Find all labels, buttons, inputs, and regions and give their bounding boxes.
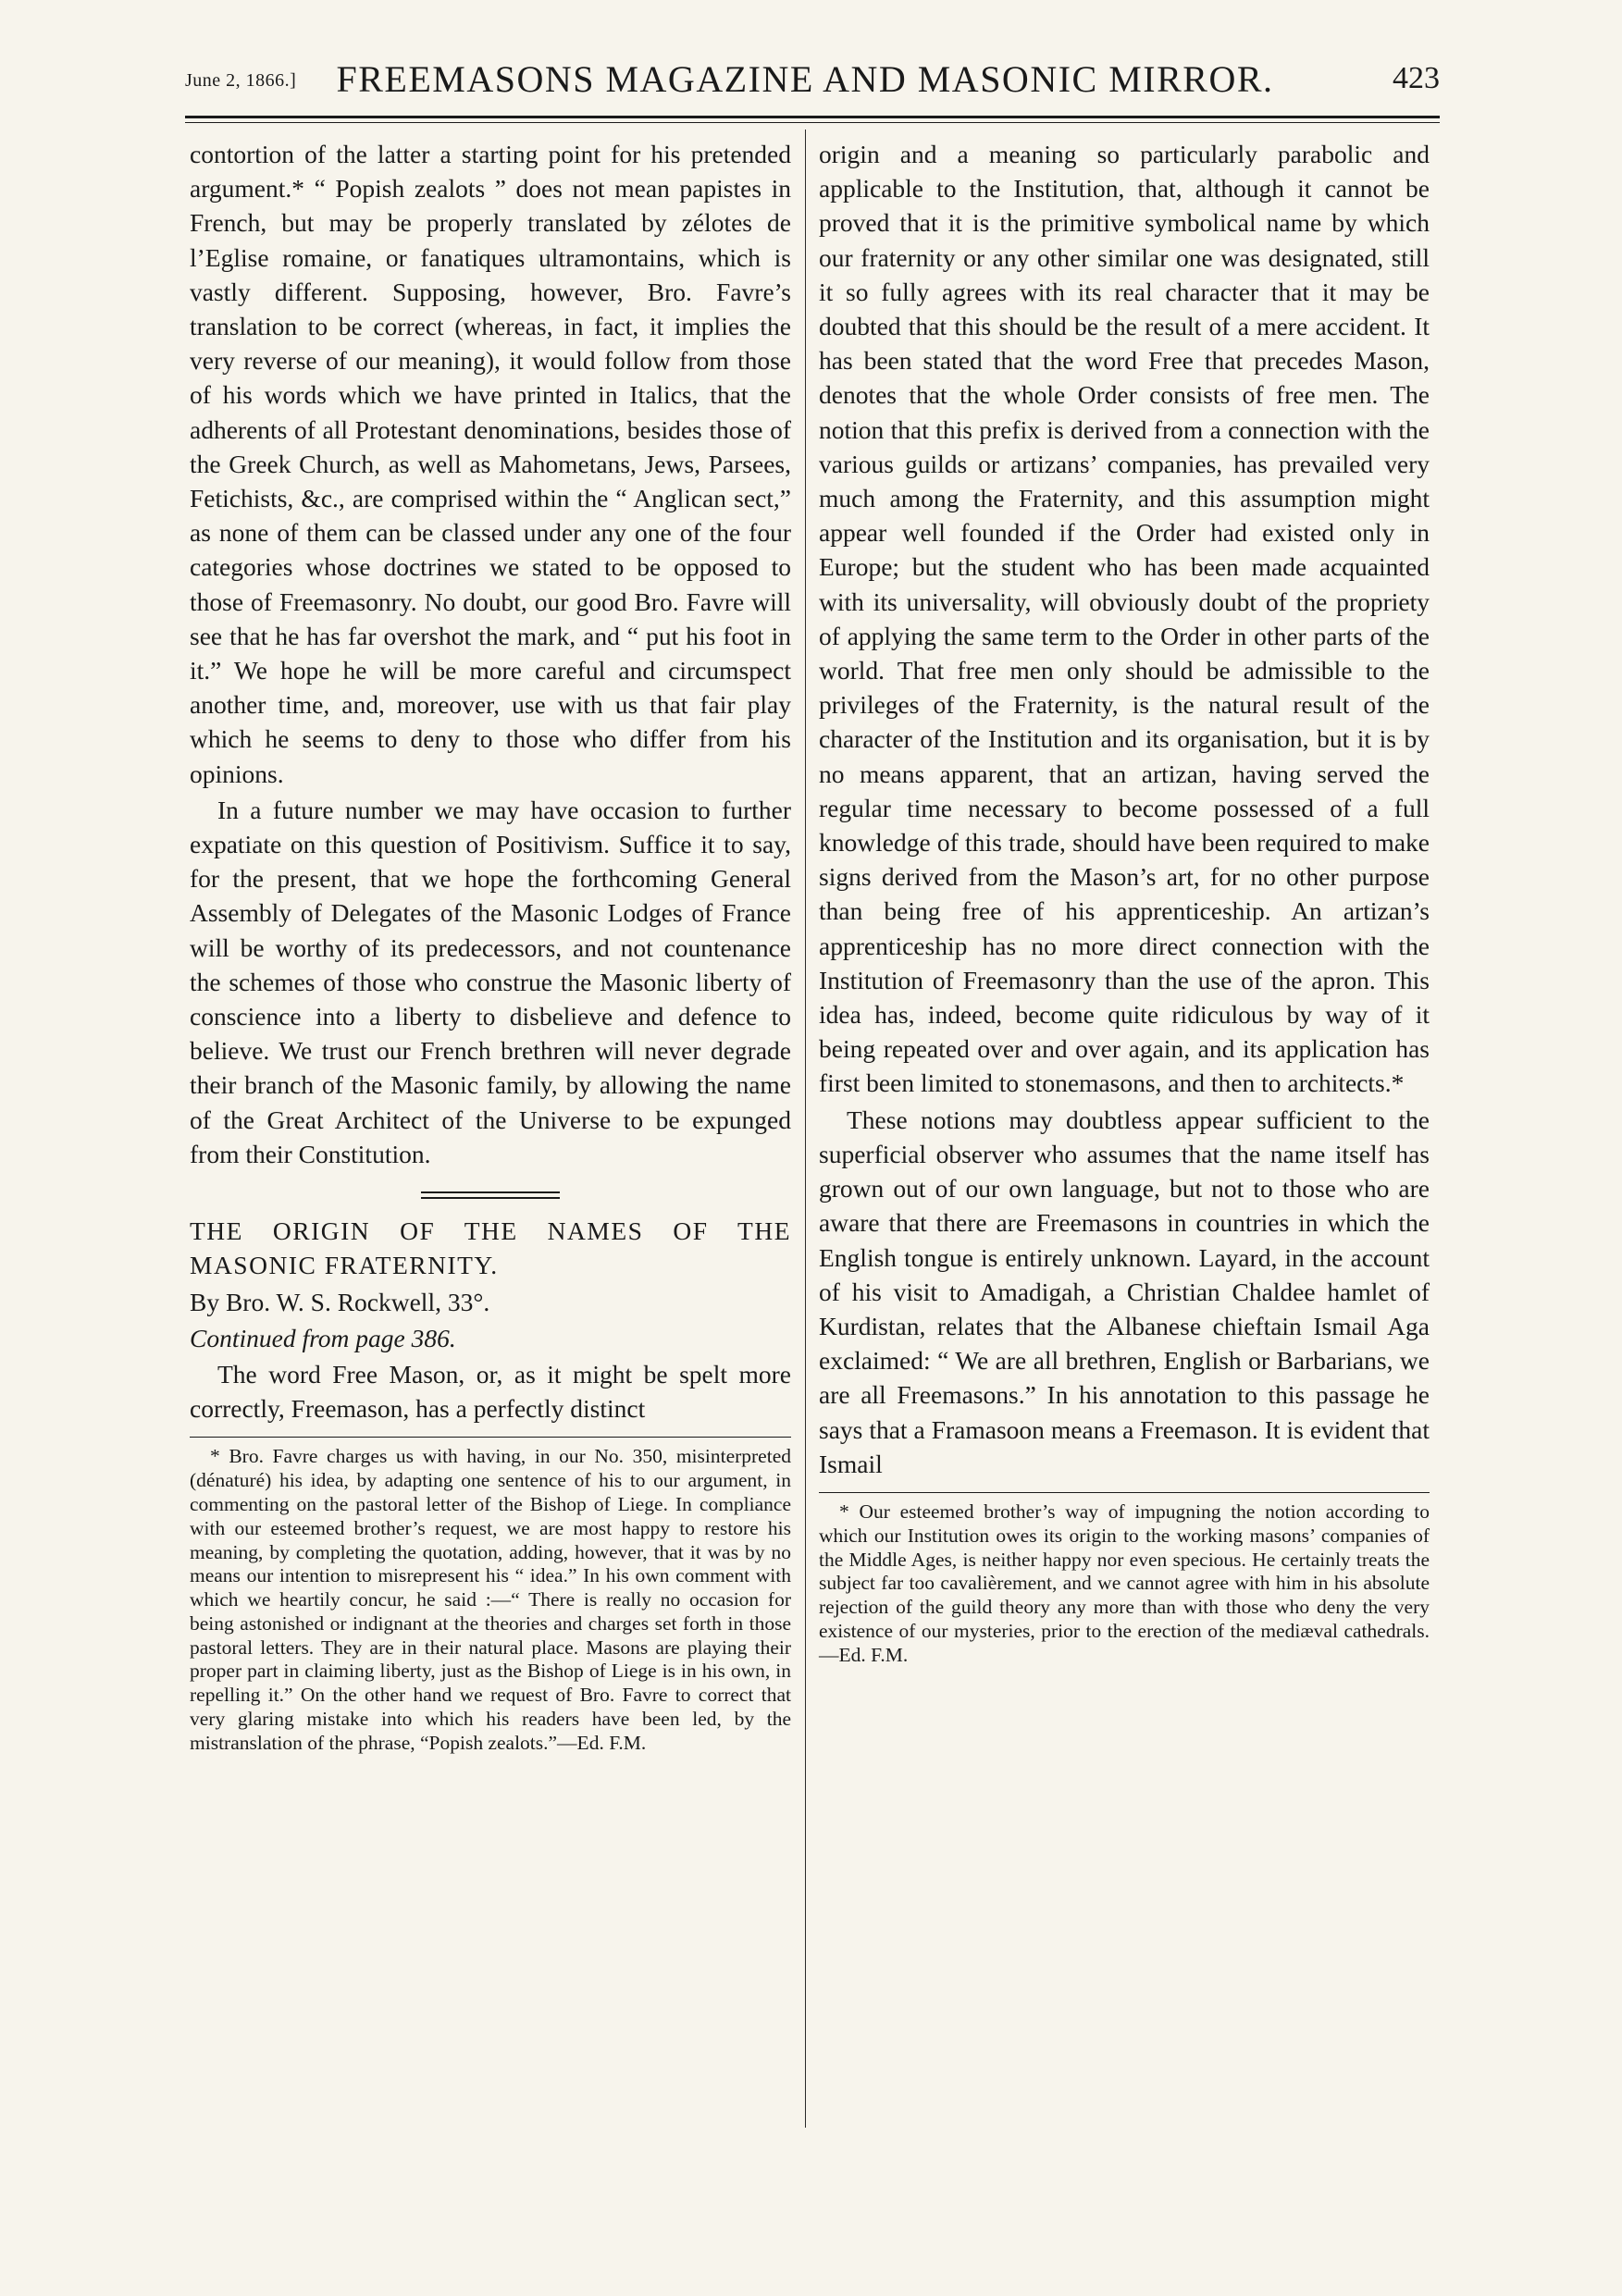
column-divider (805, 130, 806, 2128)
section-ornament-rule (421, 1191, 560, 1199)
right-column (819, 137, 1430, 1668)
header-rule-thin (185, 122, 1440, 123)
header-rule-thick (185, 116, 1440, 118)
left-paragraph-2: In a future number we may have occasion to further expatiate on this question of Positivism. Suffice it to say, for the present, that we hope the forthcoming General Assembly of Delegates of the Masonic Lodges of France will be worthy of its predecessors, and not countenance the schemes of those who construe the Masonic liberty of conscience into a liberty to disbelieve and defence to believe. We trust our French brethren will never degrade their branch of the Masonic family, by allowing the name of the Great Architect of the Universe to be expunged from their Constitution. (190, 795, 791, 1168)
footnote-rule-left (190, 1437, 791, 1438)
header-title: FREEMASONS MAGAZINE AND MASONIC MIRROR. (336, 58, 1274, 100)
footnote-left (190, 1445, 791, 1755)
article-byline: By Bro. W. S. Rockwell, 33°. (190, 1287, 490, 1316)
footnote-right (819, 1500, 1430, 1668)
footnote-right-text: * Our esteemed brother’s way of impugning the notion according to which our Institution owes its origin to the working masons’ companies of the Middle Ages, is neither happy nor even specious. He certainly treats the subject far too cavalièrement, and we cannot agree with him in his absolute rejection of the guild theory any more than with those who deny the very existence of our mysteries, prior to the erection of the mediæval cathedrals.—Ed. F.M. (819, 1500, 1430, 1666)
footnote-rule-right (819, 1492, 1430, 1493)
left-column (190, 137, 791, 1756)
article-paragraph-1: The word Free Mason, or, as it might be spelt more correctly, Freemason, has a perfectly distinct (190, 1359, 791, 1424)
right-paragraph-1: origin and a meaning so particularly parabolic and applicable to the Institution, that, although it cannot be proved that it is the primitive symbolical name by which our fraternity or any other similar one was designated, still it so fully agrees with its real character that it may be doubted that this should be the result of a mere accident. It has been stated that the word Free that precedes Mason, denotes that the whole Order consists of free men. The notion that this prefix is derived from a connection with the various guilds or artizans’ companies, has prevailed very much among the Fraternity, and this assumption might appear well founded if the Order had existed only in Europe; but the student who has been made acquainted with its universality, will obviously doubt of the propriety of applying the same term to the Order in other parts of the world. That free men only should be admissible to the privileges of the Fraternity, is the natural result of the character of the Institution and its organisation, but it is by no means apparent, that an artizan, having served the regular time necessary to become possessed of a full knowledge of this trade, should have been required to make signs derived from the Mason’s art, for no other purpose than being free of his apprenticeship. An artizan’s apprenticeship has no more direct connection with the Institution of Freemasonry than the use of the apron. This idea has, indeed, become quite ridiculous by way of it being repeated over and over again, and its application has first been limited to stonemasons, and then to architects.* (819, 140, 1430, 1098)
page-number: 423 (1393, 61, 1440, 95)
page-header (185, 57, 1440, 113)
article-title: THE ORIGIN OF THE NAMES OF THE MASONIC FRATERNITY. (190, 1216, 791, 1280)
header-date: June 2, 1866.] (185, 70, 297, 91)
right-paragraph-2: These notions may doubtless appear sufficient to the superficial observer who assumes that the name itself has grown out of our own language, but not to those who are aware that there are Freemasons in countries in which the English tongue is entirely unknown. Layard, in the account of his visit to Amadigah, a Christian Chaldee hamlet of Kurdistan, relates that the Albanese chieftain Ismail Aga exclaimed: “ We are all brethren, English or Barbarians, we are all Freemasons.” In his annotation to this passage he says that a Framasoon means a Freemason. It is evident that Ismail (819, 1105, 1430, 1478)
left-paragraph-1: contortion of the latter a starting point for his pretended argument.* “ Popish zealots ” does not mean papistes in French, but may be properly translated by zélotes de l’Eglise romaine, or fanatiques ultramontains, which is vastly different. Supposing, however, Bro. Favre’s translation to be correct (whereas, in fact, it implies the very reverse of our meaning), it would follow from those of his words which we have printed in Italics, that the adherents of all Protestant denominations, besides those of the Greek Church, as well as Mahometans, Jews, Parsees, Fetichists, &c., are comprised within the “ Anglican sect,” as none of them can be classed under any one of the four categories whose doctrines we stated to be opposed to those of Freemasonry. No doubt, our good Bro. Favre will see that he has far overshot the mark, and “ put his foot in it.” We hope he will be more careful and circumspect another time, and, moreover, use with us that fair play which he seems to deny to those who differ from his opinions. (190, 140, 791, 788)
footnote-left-text: * Bro. Favre charges us with having, in our No. 350, misinterpreted (dénaturé) his idea, by adapting one sentence of his to our argument, in commenting on the pastoral letter of the Bishop of Liege. In compliance with our esteemed brother’s request, we are most happy to restore his meaning, by completing the quotation, adding, however, that it was by no means our intention to misrepresent his “ idea.” In his own comment with which we heartily concur, he said :—“ There is really no occasion for being astonished or indignant at the theories and charges set forth in those pastoral letters. They are in their natural place. Masons are playing their proper part in claiming liberty, just as the Bishop of Liege is in his own, in repelling it.” On the other hand we request of Bro. Favre to correct that very glaring mistake into which his readers have been led, by the mistranslation of the phrase, “Popish zealots.”—Ed. F.M. (190, 1445, 791, 1754)
continued-note: Continued from page 386. (190, 1323, 456, 1352)
